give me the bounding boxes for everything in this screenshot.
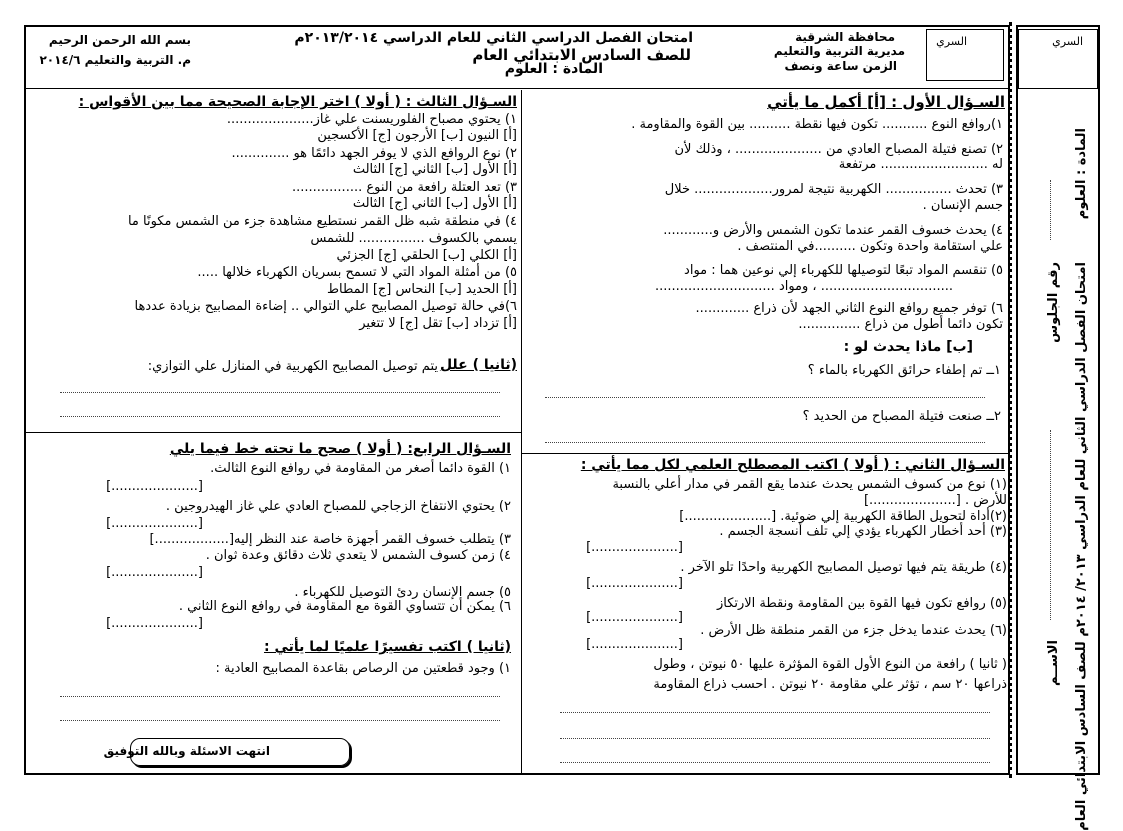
- governorate: محافظة الشرقية: [795, 30, 895, 44]
- q4-part2-item: ١) وجود قطعتين من الرصاص بقاعدة المصابيح العادية :: [215, 661, 511, 676]
- q1-item-4b: علي استقامة واحدة وتكون ..........في المنتصف .: [737, 239, 1003, 254]
- q1-item-5b: ................................ ، ومواد .............................: [654, 279, 953, 294]
- q3-options-1: [أ] النيون [ب] الأرجون [ج] الأكسجين: [317, 128, 517, 143]
- side-exam-line: امتحان الفصل الدراسي الثاني للعام الدراسي ٢٠١٣/ ٢٠١٤م للصف السادس الابتدائي العام: [1074, 262, 1089, 831]
- seat-no-line: [1050, 180, 1051, 240]
- q3-part2-text: يتم توصيل المصابيح الكهربية في المنازل علي التوازي:: [147, 359, 438, 374]
- q2-bracket-6: [.....................]: [586, 637, 683, 652]
- q3-q4-divider: [24, 432, 521, 433]
- side-subject: المادة : العلوم: [1074, 128, 1089, 220]
- q2-part2b: ذراعها ٢٠ سم ، تؤثر علي مقاومة ٢٠ نيوتن . احسب ذراع المقاومة: [653, 677, 1007, 692]
- q3-options-4: [أ] الكلي [ب] الحلقي [ج] الجزئي: [336, 248, 517, 263]
- q4-bracket-6: [.....................]: [106, 616, 203, 631]
- header-divider: [24, 88, 1010, 89]
- column-divider: [521, 90, 522, 775]
- q4-answer-line-1: [60, 696, 500, 697]
- q2-answer-line-2: [560, 738, 990, 739]
- q2-answer-line-3: [560, 762, 990, 763]
- q3-item-3: ٣) تعد العتلة رافعة من النوع .................: [291, 180, 517, 195]
- q4-item-3: ٣) يتطلب خسوف القمر أجهزة خاصة عند النظر إليه[..................]: [149, 532, 511, 547]
- q2-item-4: (٤) طريقة يتم فيها توصيل المصابيح الكهربية واحدًا تلو الآخر .: [680, 560, 1007, 575]
- q1-q2-divider: [521, 453, 1010, 454]
- q4-item-4: ٤) زمن كسوف الشمس لا يتعدي ثلاث دقائق وعدة ثوان .: [205, 548, 511, 563]
- q4-item-6: ٦) يمكن أن تتساوي القوة مع المقاومة في روافع النوع الثاني .: [178, 599, 511, 614]
- q2-item-1b: للأرض . [.....................]: [863, 493, 1007, 508]
- q4-bracket-2: [.....................]: [106, 516, 203, 531]
- perforation-line: [1009, 22, 1012, 778]
- q4-part2-title: (ثانيا ) اكتب تفسيرًا علميًا لما يأتي :: [263, 639, 511, 655]
- q4-bracket-4: [.....................]: [106, 565, 203, 580]
- q1-part-b-title: [ب] ماذا يحدث لو :: [843, 339, 973, 355]
- q4-item-5: ٥) جسم الإنسان ردئ التوصيل للكهرباء .: [294, 585, 511, 600]
- q3-item-1: ١) يحتوي مصباح الفلوريسنت علي غاز.....................: [226, 112, 517, 127]
- q3-options-3: [أ] الأول [ب] الثاني [ج] الثالث: [352, 196, 517, 211]
- directorate-short: م. التربية والتعليم ٢٠١٤/٦: [39, 53, 191, 67]
- q3-item-6: ٦)في حالة توصيل المصابيح علي التوالي .. إضاءة المصابيح بزيادة عددها: [134, 299, 517, 314]
- side-name: الاســم: [1046, 640, 1061, 687]
- subject-title: المادة : العلوم: [504, 61, 603, 77]
- q3-answer-line-2: [60, 416, 500, 417]
- basmala: بسم الله الرحمن الرحيم: [48, 33, 191, 47]
- grade-title: للصف السادس الابتدائي العام: [472, 46, 691, 64]
- q3-item-4: ٤) في منطقة شبه ظل القمر نستطيع مشاهدة جزء من الشمس مكونًا ما: [127, 214, 517, 229]
- q1-item-3b: جسم الإنسان .: [922, 198, 1003, 213]
- q4-item-1: ١) القوة دائما أصغر من المقاومة في روافع النوع الثالث.: [210, 461, 511, 476]
- q3-item-5: ٥) من أمثلة المواد التي لا تسمح بسريان الكهرباء خلالها .....: [197, 265, 517, 280]
- directorate: مديرية التربية والتعليم: [773, 44, 905, 58]
- q2-part2: ( ثانيا ) رافعة من النوع الأول القوة المؤثرة عليها ٥٠ نيوتن ، وطول: [653, 657, 1007, 672]
- side-seat-no: رقم الجلوس: [1046, 262, 1061, 343]
- q2-bracket-4: [.....................]: [586, 576, 683, 591]
- q3-options-6: [أ] تزداد [ب] تقل [ج] لا تتغير: [359, 316, 517, 331]
- exam-title: امتحان الفصل الدراسي الثاني للعام الدراسي ٢٠١٣/٢٠١٤م: [294, 30, 693, 46]
- q1-item-4: ٤) يحدث خسوف القمر عندما تكون الشمس والأرض و............: [663, 223, 1003, 238]
- q2-item-3: (٣) أحد أخطار الكهرباء يؤدي إلي تلف أنسجة الجسم .: [719, 524, 1007, 539]
- name-line: [1050, 430, 1051, 620]
- q1-answer-line-1: [545, 397, 985, 398]
- q1-part-b-1: ١ــ تم إطفاء حرائق الكهرباء بالماء ؟: [807, 363, 1001, 378]
- q1-item-6: ٦) توفر جميع روافع النوع الثاني الجهد لأن ذراع .............: [695, 301, 1003, 316]
- q1-answer-line-2: [545, 442, 985, 443]
- secret-label-1: السري: [936, 35, 967, 48]
- q1-item-6b: تكون دائما أطول من ذراع ...............: [798, 317, 1003, 332]
- q3-item-2: ٢) نوع الروافع الذي لا يوفر الجهد دائمًا هو ..............: [231, 146, 517, 161]
- q1-item-2b: له .......................... مرتفعة: [838, 157, 1003, 172]
- q1-part-b-2: ٢ــ صنعت فتيلة المصباح من الحديد ؟: [802, 409, 1001, 424]
- q3-title: السـؤال الثالث : ( أولا ) اختر الإجابة الصحيحة مما بين الأقواس :: [78, 94, 517, 110]
- q2-title: السـؤال الثاني : ( أولا ) اكتب المصطلح العلمي لكل مما يأتي :: [580, 457, 1005, 473]
- q2-item-5: (٥) روافع تكون فيها القوة بين المقاومة ونقطة الارتكاز: [716, 596, 1007, 611]
- q4-title: السـؤال الرابع: ( أولا ) صحح ما تحته خط فيما يلي: [169, 441, 511, 457]
- q3-options-5: [أ] الحديد [ب] النحاس [ج] المطاط: [326, 282, 517, 297]
- q2-bracket-5: [.....................]: [586, 610, 683, 625]
- q4-item-2: ٢) يحتوي الانتفاخ الزجاجي للمصباح العادي علي غاز الهيدروجين .: [165, 499, 511, 514]
- q2-item-6: (٦) يحدث عندما يدخل جزء من القمر منطقة ظل الأرض .: [700, 623, 1007, 638]
- q1-item-3: ٣) تحدث ................ الكهربية نتيجة لمرور................... خلال: [664, 182, 1003, 197]
- q3-part2-label: (ثانيا ) علل: [439, 357, 517, 373]
- q2-item-1: (١) نوع من كسوف الشمس يحدث عندما يقع القمر في مدار أعلي بالنسبة: [612, 477, 1007, 492]
- q1-item-5: ٥) تنقسم المواد تبعًا لتوصيلها للكهرباء إلي نوعين هما : مواد: [684, 263, 1003, 278]
- q1-item-2: ٢) تصنع فتيلة المصباح العادي من ..................... ، وذلك لأن: [674, 142, 1003, 157]
- q2-answer-line-1: [560, 712, 990, 713]
- q3-answer-line-1: [60, 392, 500, 393]
- q1-item-1: ١)روافع النوع ........... تكون فيها نقطة .......... بين القوة والمقاومة .: [631, 117, 1003, 132]
- q4-answer-line-2: [60, 720, 500, 721]
- end-text: انتهت الاسئلة وبالله التوفيق: [103, 744, 270, 758]
- q1-title: السـؤال الأول : [أ] أكمل ما يأتي: [767, 93, 1005, 111]
- q2-bracket-3: [.....................]: [586, 540, 683, 555]
- q3-item-4b: يسمي بالكسوف ................ للشمس: [310, 231, 517, 246]
- q3-options-2: [أ] الأول [ب] الثاني [ج] الثالث: [352, 162, 517, 177]
- secret-label-2: السري: [1052, 35, 1083, 48]
- q4-bracket-1: [.....................]: [106, 479, 203, 494]
- q2-item-2: (٢)أداة لتحويل الطاقة الكهربية إلي ضوئية. [.....................]: [679, 509, 1007, 524]
- exam-time: الزمن ساعة ونصف: [784, 59, 897, 73]
